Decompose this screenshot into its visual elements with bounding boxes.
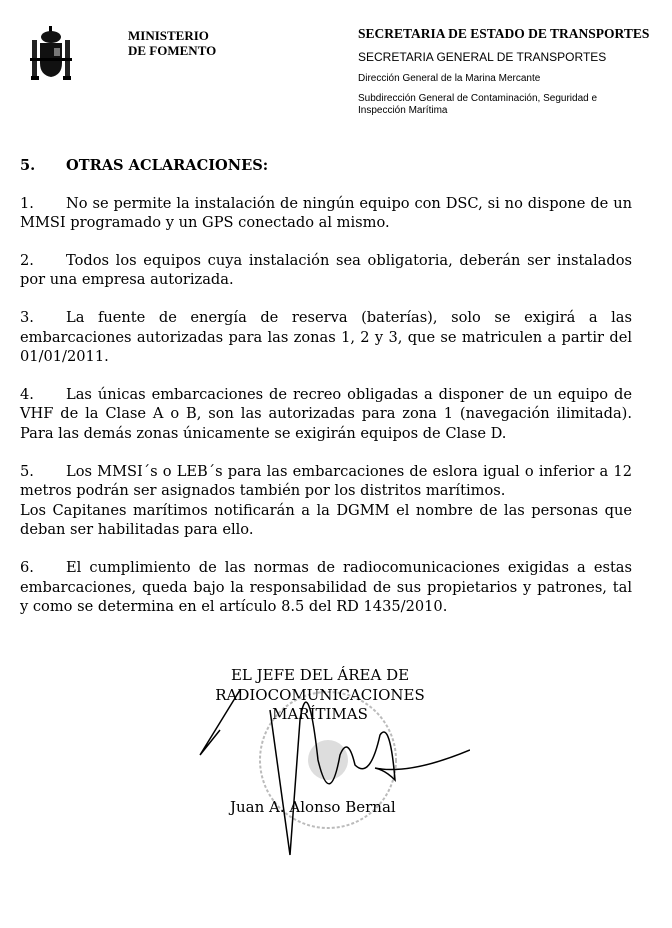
paragraph-6 [20, 558, 632, 617]
ministry-name [128, 28, 216, 58]
direccion-general: Dirección General de la Marina Mercante [358, 73, 541, 84]
paragraph-number: 4. [20, 385, 34, 403]
paragraph-number: 6. [20, 558, 34, 576]
signatory-name: Juan A. Alonso Bernal [230, 798, 396, 816]
signatory-title-line: RADIOCOMUNICACIONES [215, 685, 425, 704]
stamp-emblem [308, 740, 348, 780]
subdireccion-general: Subdirección General de Contaminación, Seguridad e Inspección Marítima [358, 93, 598, 116]
paragraph-2 [20, 251, 632, 290]
signatory-title-line: EL JEFE DEL ÁREA DE [230, 666, 410, 684]
paragraph-text: Todos los equipos cuya instalación sea obligatoria, deberán ser instalados por una empresa autorizada. [20, 251, 632, 289]
paragraph-4 [20, 385, 632, 444]
paragraph-1 [20, 194, 632, 233]
paragraph-number: 1. [20, 194, 34, 212]
paragraph-text: El cumplimiento de las normas de radiocomunicaciones exigidas a estas embarcaciones, queda bajo la responsabilidad de sus propietarios y patrones, tal y como se determina en el artículo 8.5 del RD 1435/2010. [20, 558, 632, 616]
paragraph-5-continuation: Los Capitanes marítimos notificarán a la DGMM el nombre de las personas que deban ser habilitadas para ello. [20, 501, 632, 539]
paragraph-number: 5. [20, 462, 34, 480]
ministry-line-1: MINISTERIO [128, 28, 209, 43]
paragraph-number: 2. [20, 251, 34, 269]
paragraph-3 [20, 308, 632, 367]
coat-of-arms-logo [30, 26, 72, 87]
section-heading [20, 156, 632, 176]
section-number: 5. [20, 157, 36, 174]
secretaria-general: SECRETARIA GENERAL DE TRANSPORTES [358, 50, 607, 64]
signatory-title-line: MARÍTIMAS [272, 705, 368, 723]
paragraph-text: No se permite la instalación de ningún equipo con DSC, si no dispone de un MMSI programado y un GPS conectado al mismo. [20, 194, 632, 232]
section-title: OTRAS ACLARACIONES: [66, 157, 269, 174]
ministry-line-2: DE FOMENTO [128, 43, 217, 58]
paragraph-text: Las únicas embarcaciones de recreo obligadas a disponer de un equipo de VHF de la Clase A o B, son las autorizadas para zona 1 (navegación ilimitada). Para las demás zonas únicamente se exigirán equipos de Clase D. [20, 385, 632, 442]
department-header [358, 26, 668, 117]
paragraph-5 [20, 462, 632, 501]
secretaria-estado: SECRETARIA DE ESTADO DE TRANSPORTES [358, 26, 650, 41]
signatory-title [190, 666, 450, 725]
paragraph-text: Los MMSI´s o LEB´s para las embarcaciones de eslora igual o inferior a 12 metros podrán ser asignados también por los distritos marítimos. [20, 462, 632, 500]
document-body [20, 156, 632, 635]
paragraph-number: 3. [20, 308, 34, 326]
paragraph-text: La fuente de energía de reserva (baterías), solo se exigirá a las embarcaciones autorizadas para las zonas 1, 2 y 3, que se matriculen a partir del 01/01/2011. [20, 308, 632, 366]
